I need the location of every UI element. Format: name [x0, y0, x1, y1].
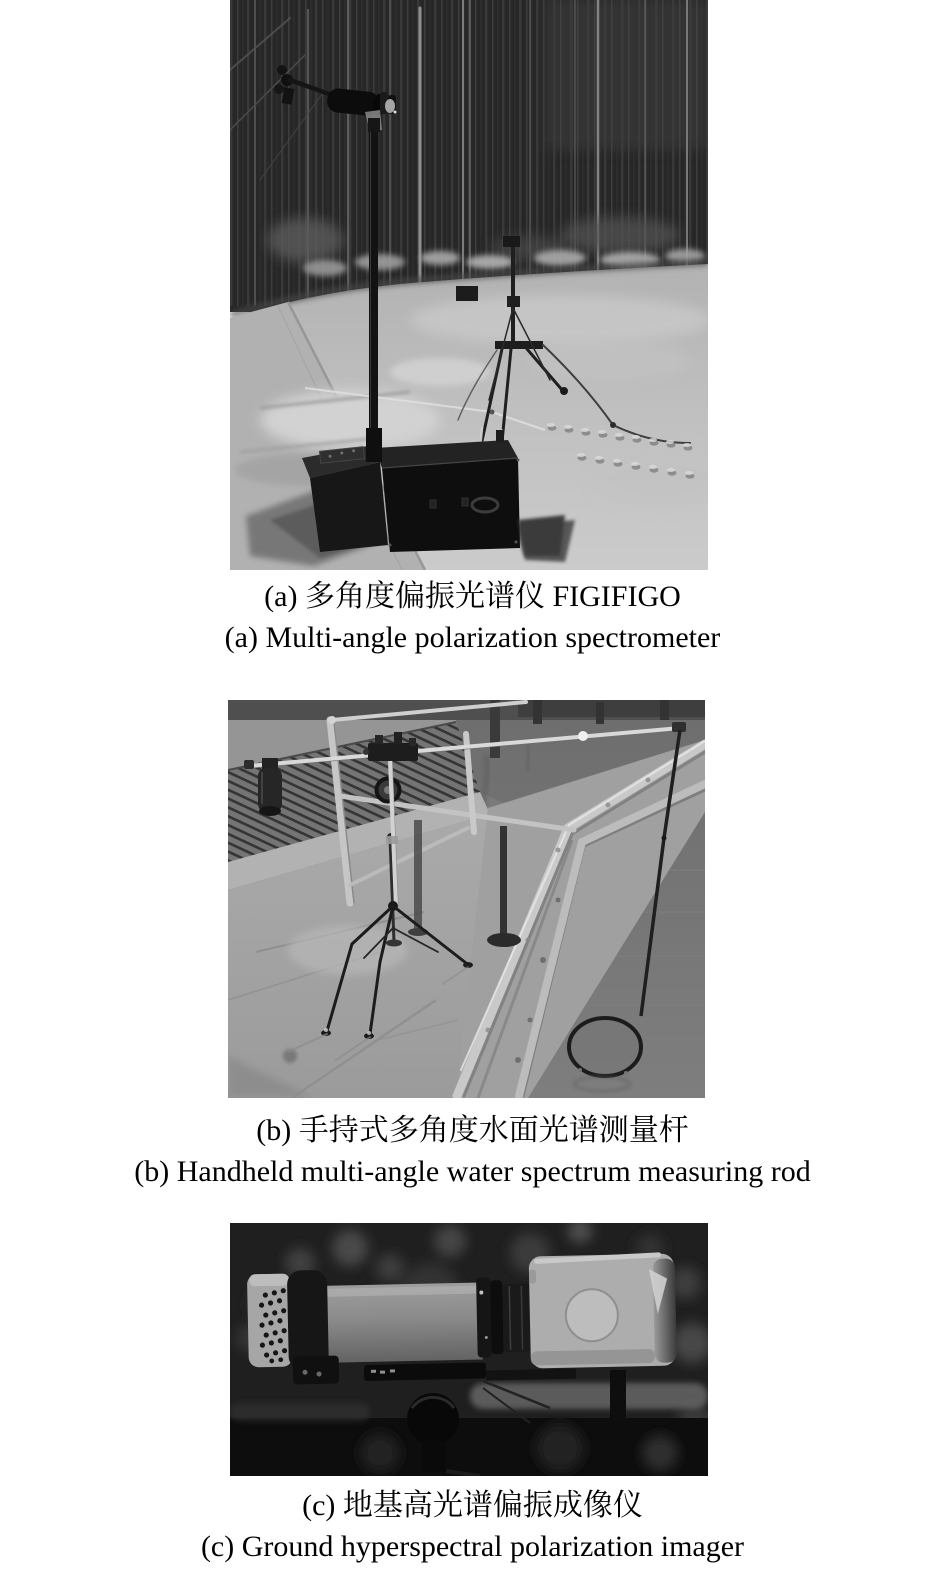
photo-ground-hyperspectral-polarization-imager	[230, 1223, 708, 1476]
caption-a-chinese: (a) 多角度偏振光谱仪 FIGIFIGO	[264, 580, 681, 613]
caption-c-english: (c) Ground hyperspectral polarization imager	[200, 1530, 745, 1563]
detector-housing	[529, 1253, 677, 1368]
photo-multi-angle-polarization-spectrometer	[230, 0, 708, 570]
instrument-mast-pole	[369, 128, 378, 448]
perforated-end-cap	[247, 1274, 293, 1368]
caption-b-english: (b) Handheld multi-angle water spectrum measuring rod	[134, 1155, 811, 1188]
photo-handheld-water-spectrum-measuring-rod	[228, 700, 705, 1098]
caption-c-chinese: (c) 地基高光谱偏振成像仪	[302, 1489, 643, 1522]
caption-a-english: (a) Multi-angle polarization spectrometer	[224, 621, 721, 654]
aperture-port	[565, 1289, 618, 1342]
small-field-box	[456, 286, 478, 301]
caption-b-chinese: (b) 手持式多角度水面光谱测量杆	[256, 1114, 689, 1147]
